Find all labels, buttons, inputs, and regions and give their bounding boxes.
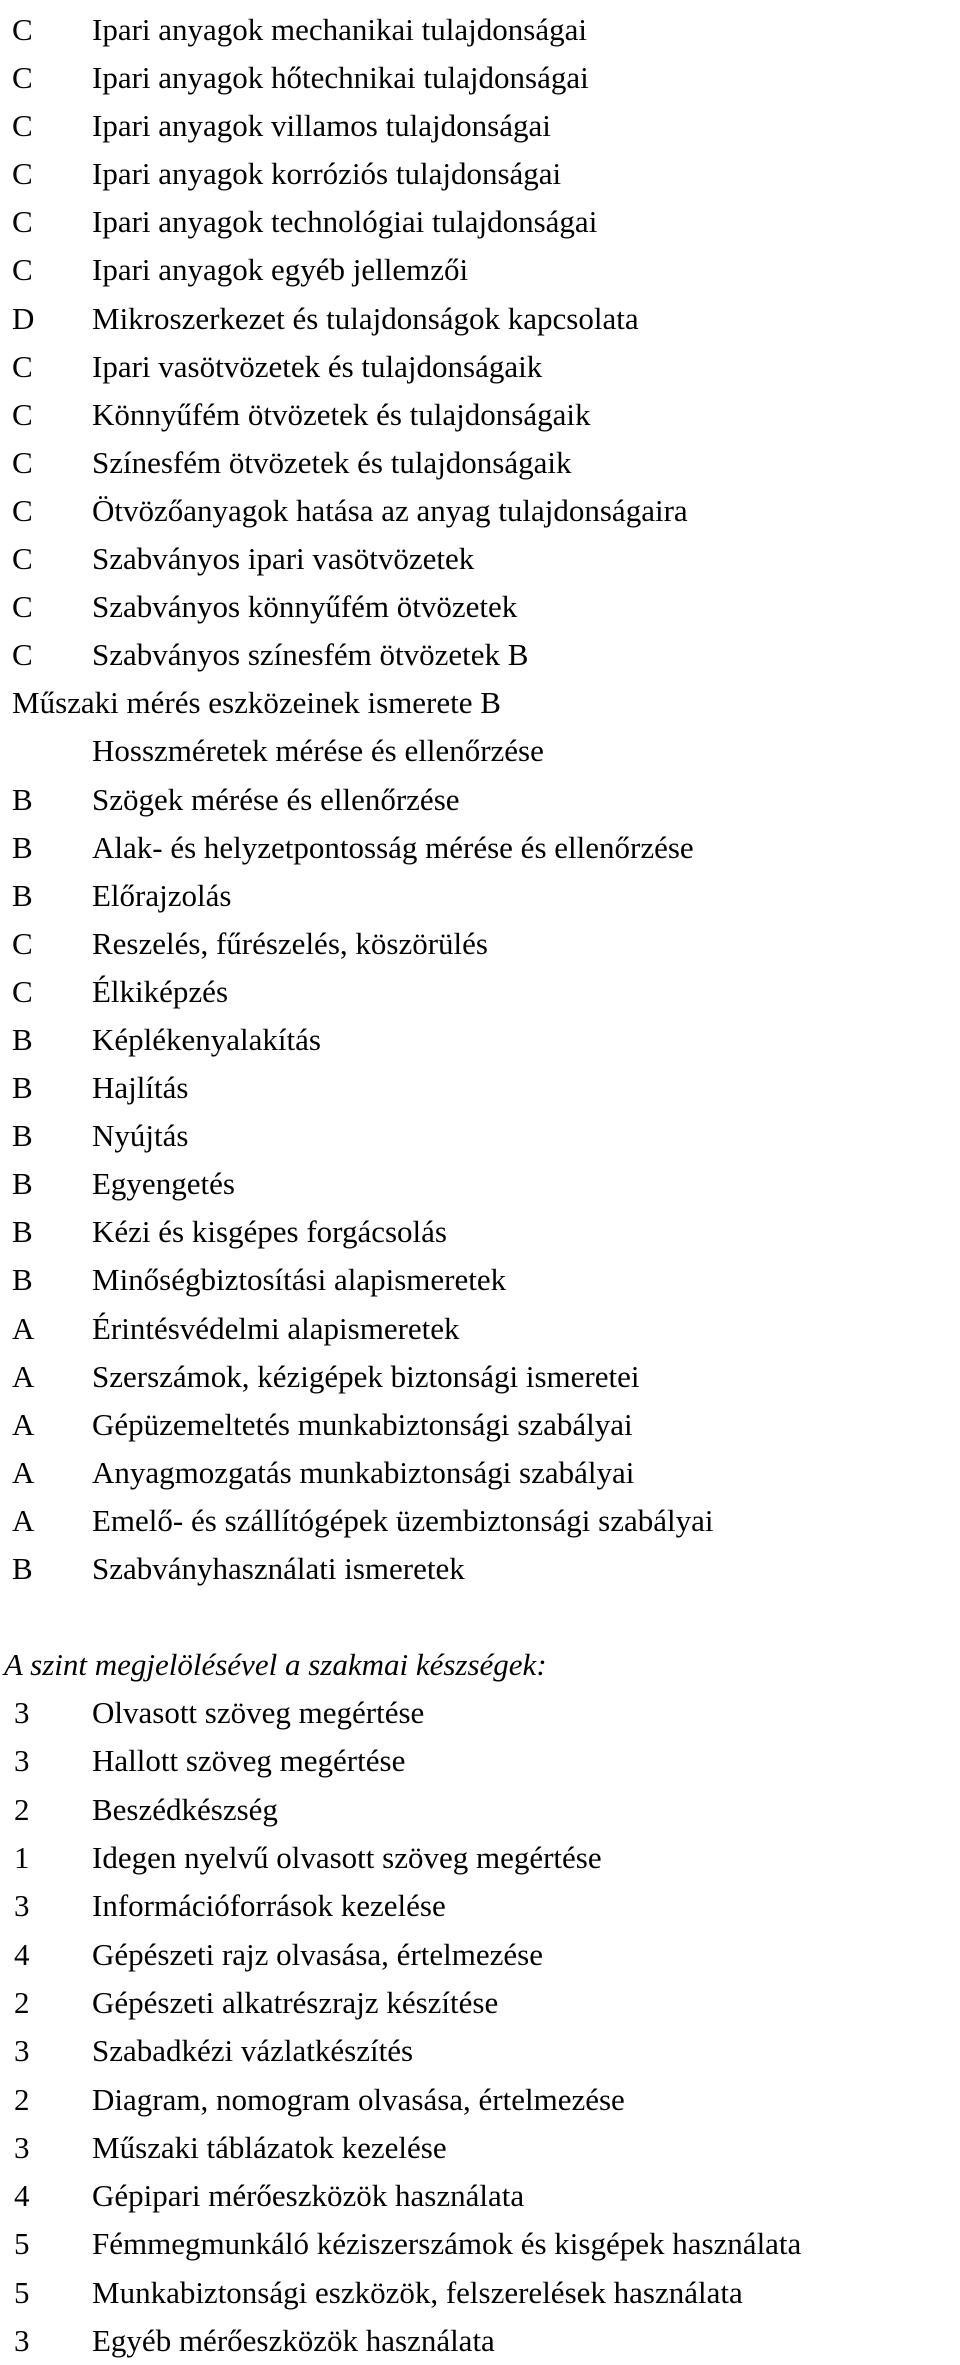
section-line-text: Műszaki mérés eszközeinek ismerete B bbox=[12, 685, 501, 721]
level-code: 2 bbox=[14, 2081, 30, 2117]
item-text: Érintésvédelmi alapismeretek bbox=[92, 1310, 460, 1346]
list-item bbox=[0, 1689, 960, 1737]
level-code: C bbox=[12, 637, 33, 673]
level-code: C bbox=[12, 60, 33, 96]
list-item bbox=[0, 1305, 960, 1353]
skills-heading-text: A szint megjelölésével a szakmai készségek: bbox=[4, 1647, 547, 1683]
item-text: Egyéb mérőeszközök használata bbox=[92, 2323, 495, 2359]
list-item bbox=[0, 1786, 960, 1834]
item-text: Ipari anyagok technológiai tulajdonságai bbox=[92, 204, 598, 240]
item-text: Nyújtás bbox=[92, 1118, 189, 1154]
list-item bbox=[0, 1353, 960, 1401]
level-code: C bbox=[12, 444, 33, 480]
list-item bbox=[0, 487, 960, 535]
item-text: Információforrások kezelése bbox=[92, 1888, 446, 1924]
level-code: C bbox=[12, 925, 33, 961]
spacer bbox=[0, 1593, 960, 1641]
list-item bbox=[0, 2220, 960, 2268]
list-item bbox=[0, 535, 960, 583]
item-text: Hallott szöveg megértése bbox=[92, 1743, 406, 1779]
item-text: Alak- és helyzetpontosság mérése és ellenőrzése bbox=[92, 829, 694, 865]
item-text: Mikroszerkezet és tulajdonságok kapcsolata bbox=[92, 300, 639, 336]
level-code: C bbox=[12, 541, 33, 577]
list-item bbox=[0, 1160, 960, 1208]
level-code: B bbox=[12, 1214, 33, 1250]
level-code: 5 bbox=[14, 2226, 30, 2262]
knowledge-list bbox=[0, 6, 960, 679]
list-item bbox=[0, 1931, 960, 1979]
item-text: Ipari anyagok hőtechnikai tulajdonságai bbox=[92, 60, 589, 96]
item-text: Szabadkézi vázlatkészítés bbox=[92, 2033, 414, 2069]
section-line bbox=[0, 679, 960, 727]
level-code: A bbox=[12, 1358, 35, 1394]
level-code: 1 bbox=[14, 1840, 30, 1876]
list-item bbox=[0, 2076, 960, 2124]
list-item bbox=[0, 1112, 960, 1160]
level-code: 3 bbox=[14, 1695, 30, 1731]
item-text: Ipari anyagok egyéb jellemzői bbox=[92, 252, 469, 288]
level-code: C bbox=[12, 108, 33, 144]
item-text: Színesfém ötvözetek és tulajdonságaik bbox=[92, 444, 572, 480]
list-item bbox=[0, 1497, 960, 1545]
list-item bbox=[0, 150, 960, 198]
level-code: 3 bbox=[14, 1743, 30, 1779]
level-code: 2 bbox=[14, 1984, 30, 2020]
level-code: 2 bbox=[14, 1791, 30, 1827]
list-item bbox=[0, 824, 960, 872]
level-code: 3 bbox=[14, 2323, 30, 2359]
item-text: Idegen nyelvű olvasott szöveg megértése bbox=[92, 1840, 602, 1876]
list-item bbox=[0, 968, 960, 1016]
list-item bbox=[0, 2317, 960, 2365]
list-item bbox=[0, 54, 960, 102]
item-text: Kézi és kisgépes forgácsolás bbox=[92, 1214, 447, 1250]
list-item bbox=[0, 872, 960, 920]
list-item bbox=[0, 1882, 960, 1930]
item-text: Olvasott szöveg megértése bbox=[92, 1695, 425, 1731]
list-item bbox=[0, 1401, 960, 1449]
item-text: Diagram, nomogram olvasása, értelmezése bbox=[92, 2081, 625, 2117]
list-item bbox=[0, 343, 960, 391]
item-text: Munkabiztonsági eszközök, felszerelések használata bbox=[92, 2274, 743, 2310]
level-code: C bbox=[12, 156, 33, 192]
item-text: Ipari vasötvözetek és tulajdonságaik bbox=[92, 348, 543, 384]
skills-list bbox=[0, 1689, 960, 2365]
list-item bbox=[0, 1545, 960, 1593]
item-text: Műszaki táblázatok kezelése bbox=[92, 2129, 447, 2165]
item-text: Könnyűfém ötvözetek és tulajdonságaik bbox=[92, 396, 591, 432]
item-text: Előrajzolás bbox=[92, 877, 232, 913]
knowledge-list-2 bbox=[0, 727, 960, 1593]
list-item bbox=[0, 198, 960, 246]
level-code: 3 bbox=[14, 1888, 30, 1924]
level-code: A bbox=[12, 1310, 35, 1346]
list-item bbox=[0, 1016, 960, 1064]
skills-heading bbox=[0, 1641, 960, 1689]
list-item bbox=[0, 1208, 960, 1256]
list-item bbox=[0, 439, 960, 487]
item-text: Beszédkészség bbox=[92, 1791, 278, 1827]
level-code: B bbox=[12, 781, 33, 817]
list-item bbox=[0, 776, 960, 824]
level-code: 4 bbox=[14, 1936, 30, 1972]
list-item bbox=[0, 2027, 960, 2075]
item-text: Egyengetés bbox=[92, 1166, 235, 1202]
level-code: B bbox=[12, 1070, 33, 1106]
item-text: Szabványos könnyűfém ötvözetek bbox=[92, 589, 518, 625]
level-code: 4 bbox=[14, 2178, 30, 2214]
item-text: Minőségbiztosítási alapismeretek bbox=[92, 1262, 507, 1298]
item-text: Hajlítás bbox=[92, 1070, 189, 1106]
level-code: B bbox=[12, 1021, 33, 1057]
list-item bbox=[0, 102, 960, 150]
level-code: B bbox=[12, 1262, 33, 1298]
item-text: Ipari anyagok villamos tulajdonságai bbox=[92, 108, 551, 144]
list-item bbox=[0, 6, 960, 54]
list-item bbox=[0, 920, 960, 968]
level-code: C bbox=[12, 12, 33, 47]
level-code: B bbox=[12, 877, 33, 913]
item-text: Szabványos ipari vasötvözetek bbox=[92, 541, 475, 577]
item-text: Szabványos színesfém ötvözetek B bbox=[92, 637, 529, 673]
level-code: C bbox=[12, 396, 33, 432]
level-code: 3 bbox=[14, 2033, 30, 2069]
document-page bbox=[0, 6, 960, 2365]
list-item bbox=[0, 1834, 960, 1882]
level-code: B bbox=[12, 1166, 33, 1202]
list-item bbox=[0, 727, 960, 775]
level-code: B bbox=[12, 829, 33, 865]
item-text: Szögek mérése és ellenőrzése bbox=[92, 781, 460, 817]
list-item bbox=[0, 631, 960, 679]
item-text: Gépüzemeltetés munkabiztonsági szabályai bbox=[92, 1406, 633, 1442]
item-text: Szabványhasználati ismeretek bbox=[92, 1551, 465, 1586]
level-code: C bbox=[12, 589, 33, 625]
item-text: Ötvözőanyagok hatása az anyag tulajdonságaira bbox=[92, 492, 688, 528]
item-text: Ipari anyagok korróziós tulajdonságai bbox=[92, 156, 562, 192]
list-item bbox=[0, 2172, 960, 2220]
item-text: Gépészeti rajz olvasása, értelmezése bbox=[92, 1936, 543, 1972]
list-item bbox=[0, 1979, 960, 2027]
item-text: Ipari anyagok mechanikai tulajdonságai bbox=[92, 12, 587, 47]
item-text: Fémmegmunkáló kéziszerszámok és kisgépek használata bbox=[92, 2226, 802, 2262]
list-item bbox=[0, 583, 960, 631]
level-code: C bbox=[12, 348, 33, 384]
level-code: C bbox=[12, 492, 33, 528]
level-code: C bbox=[12, 204, 33, 240]
level-code: D bbox=[12, 300, 35, 336]
item-text: Képlékenyalakítás bbox=[92, 1021, 321, 1057]
list-item bbox=[0, 246, 960, 294]
level-code: C bbox=[12, 252, 33, 288]
list-item bbox=[0, 1064, 960, 1112]
list-item bbox=[0, 2124, 960, 2172]
list-item bbox=[0, 1256, 960, 1304]
level-code: C bbox=[12, 973, 33, 1009]
list-item bbox=[0, 1449, 960, 1497]
level-code: 5 bbox=[14, 2274, 30, 2310]
level-code: B bbox=[12, 1551, 33, 1586]
item-text: Élkiképzés bbox=[92, 973, 229, 1009]
level-code: A bbox=[12, 1406, 35, 1442]
list-item bbox=[0, 391, 960, 439]
list-item bbox=[0, 1737, 960, 1785]
level-code: 3 bbox=[14, 2129, 30, 2165]
item-text: Anyagmozgatás munkabiztonsági szabályai bbox=[92, 1454, 635, 1490]
item-text: Reszelés, fűrészelés, köszörülés bbox=[92, 925, 488, 961]
list-item bbox=[0, 2269, 960, 2317]
list-item bbox=[0, 295, 960, 343]
level-code: B bbox=[12, 1118, 33, 1154]
item-text: Emelő- és szállítógépek üzembiztonsági szabályai bbox=[92, 1502, 714, 1538]
item-text: Szerszámok, kézigépek biztonsági ismeretei bbox=[92, 1358, 640, 1394]
level-code: A bbox=[12, 1502, 35, 1538]
item-text: Gépészeti alkatrészrajz készítése bbox=[92, 1984, 499, 2020]
item-text: Hosszméretek mérése és ellenőrzése bbox=[92, 733, 544, 769]
item-text: Gépipari mérőeszközök használata bbox=[92, 2178, 525, 2214]
level-code: A bbox=[12, 1454, 35, 1490]
